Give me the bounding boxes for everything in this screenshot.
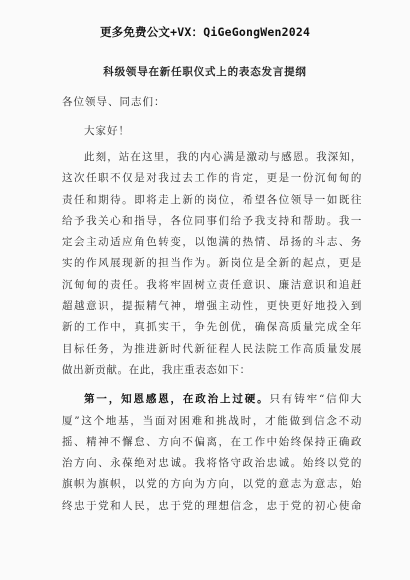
paragraph-text: 只有铸牢“信仰大 — [269, 393, 363, 406]
greeting: 大家好！ — [84, 125, 130, 137]
paragraph-line: 这次任职不仅是对我过去工作的肯定，更是一份沉甸甸的 — [62, 172, 362, 185]
paragraph-line: 定会主动适应角色转变，以饱满的热情、昂扬的斗志、务 — [62, 236, 362, 249]
salutation: 各位领导、同志们： — [62, 96, 166, 108]
paragraph-line: 做出新贡献。在此，我庄重表态如下： — [62, 363, 251, 376]
paragraph-line: 责任和期待。即将走上新的岗位，希望各位领导一如既往 — [62, 193, 362, 206]
paragraph-line: 厦”这个地基，当面对困难和挑战时，才能做到信念不动 — [62, 414, 362, 427]
section-heading: 第一，知恩感恩，在政治上过硬。 — [84, 393, 270, 406]
paragraph-line: 给予我关心和指导，各位同事们给予我支持和帮助。我一 — [62, 214, 362, 227]
top-banner: 更多免费公文+VX：QiGeGongWen2024 — [99, 25, 311, 39]
paragraph-line: 摇、精神不懈怠、方向不偏离，在工作中始终保持正确政 — [62, 435, 362, 448]
paragraph-line: 沉甸甸的责任。我将牢固树立责任意识、廉洁意识和追赶 — [62, 278, 362, 291]
paragraph-line: 治方向、永葆绝对忠诚。我将恪守政治忠诚。始终以党的 — [62, 457, 362, 470]
paragraph-2 — [62, 389, 362, 517]
paragraph-line: 超越意识，提振精气神，增强主动性，更快更好地投入到 — [62, 300, 362, 313]
paragraph-1 — [62, 147, 362, 381]
paragraph-line: 旗帜为旗帜，以党的方向为方向，以党的意志为意志，始 — [62, 478, 362, 491]
paragraph-line: 此刻，站在这里，我的内心满是激动与感恩。我深知， — [84, 151, 362, 163]
body-text — [62, 147, 362, 517]
paragraph-line: 实的作风展现新的担当作为。新岗位是全新的起点，更是 — [62, 257, 362, 270]
paragraph-line — [62, 389, 362, 410]
paragraph-line: 终忠于党和人民，忠于党的理想信念，忠于党的初心使命 — [62, 499, 362, 512]
paragraph-line: 新的工作中，真抓实干，争先创优，确保高质量完成全年 — [62, 321, 362, 334]
paragraph-line: 目标任务，为推进新时代新征程人民法院工作高质量发展 — [62, 342, 362, 355]
document-title: 科级领导在新任职仪式上的表态发言提纲 — [103, 66, 307, 78]
